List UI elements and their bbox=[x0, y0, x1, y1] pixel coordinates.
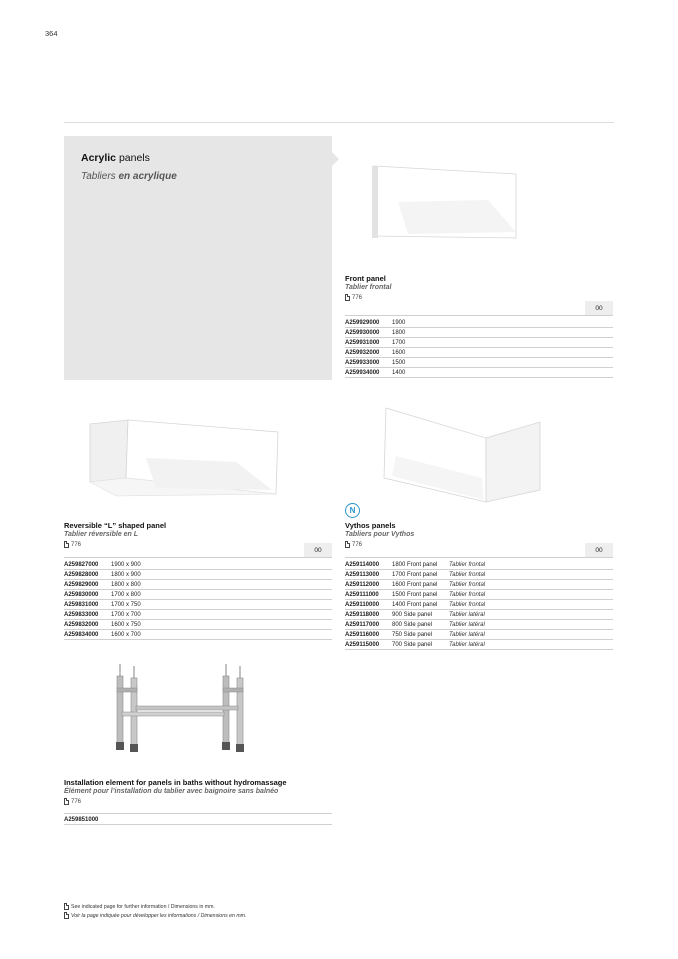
product-code: A259831000 bbox=[64, 601, 99, 608]
table-row bbox=[64, 600, 332, 610]
front-panel-subtitle: Tablier frontal bbox=[345, 284, 392, 291]
dimension: 1600 x 700 bbox=[111, 631, 141, 638]
description-fr: Tablier frontal bbox=[449, 561, 486, 568]
section-title bbox=[81, 152, 150, 164]
dimension: 1900 x 900 bbox=[111, 561, 141, 568]
document-icon bbox=[345, 541, 350, 548]
new-badge: N bbox=[345, 503, 360, 518]
front-panel-image bbox=[368, 160, 520, 242]
document-icon bbox=[64, 541, 69, 548]
section-subtitle bbox=[81, 171, 177, 182]
dimension: 1700 x 700 bbox=[111, 611, 141, 618]
table-row bbox=[64, 610, 332, 620]
installation-frame-image bbox=[108, 660, 256, 760]
dimension: 1500 bbox=[392, 359, 406, 366]
description: 900 Side panel bbox=[392, 611, 433, 618]
description: 800 Side panel bbox=[392, 621, 433, 628]
product-code: A259114000 bbox=[345, 561, 380, 568]
reversible-panel-title: Reversible “L” shaped panel bbox=[64, 521, 167, 530]
description: 750 Side panel bbox=[392, 631, 433, 638]
footnote-en-text: See indicated page for further information / Dimensions in mm. bbox=[71, 903, 215, 910]
vythos-panels-color-code: 00 bbox=[585, 543, 613, 557]
product-code: A259112000 bbox=[345, 581, 380, 588]
document-icon bbox=[64, 798, 69, 805]
dimension: 1900 bbox=[392, 319, 406, 326]
installation-table bbox=[64, 815, 332, 825]
description-fr: Tablier frontal bbox=[449, 591, 486, 598]
table-row bbox=[345, 600, 613, 610]
description: 1400 Front panel bbox=[392, 601, 438, 608]
table-row bbox=[345, 338, 613, 348]
product-code: A259833000 bbox=[64, 611, 99, 618]
description-fr: Tablier latéral bbox=[449, 611, 485, 618]
reversible-panel-image bbox=[86, 418, 282, 500]
product-code: A259830000 bbox=[64, 591, 99, 598]
section-subtitle-pre: Tabliers bbox=[81, 171, 119, 182]
product-code: A259116000 bbox=[345, 631, 380, 638]
dimension: 1600 x 750 bbox=[111, 621, 141, 628]
section-arrow bbox=[332, 152, 339, 166]
table-row bbox=[64, 580, 332, 590]
product-code: A259115000 bbox=[345, 641, 380, 648]
description-fr: Tablier frontal bbox=[449, 581, 486, 588]
table-row bbox=[345, 560, 613, 570]
table-row bbox=[345, 580, 613, 590]
product-code: A259930000 bbox=[345, 329, 380, 336]
reversible-panel-ref[interactable] bbox=[64, 541, 81, 548]
table-row bbox=[345, 620, 613, 630]
table-row bbox=[345, 318, 613, 328]
product-code: A259827000 bbox=[64, 561, 99, 568]
product-code: A259834000 bbox=[64, 631, 99, 638]
product-code: A259829000 bbox=[64, 581, 99, 588]
front-panel-color-code: 00 bbox=[585, 301, 613, 315]
document-icon bbox=[64, 903, 69, 910]
dimension: 1700 x 750 bbox=[111, 601, 141, 608]
installation-ref-page: 776 bbox=[71, 798, 82, 805]
product-code: A259117000 bbox=[345, 621, 380, 628]
dimension: 1800 x 800 bbox=[111, 581, 141, 588]
section-header bbox=[64, 136, 332, 380]
top-divider bbox=[64, 122, 614, 123]
product-code: A259851000 bbox=[64, 816, 99, 823]
product-code: A259931000 bbox=[345, 339, 380, 346]
table-row bbox=[345, 610, 613, 620]
product-code: A259933000 bbox=[345, 359, 380, 366]
table-row bbox=[345, 640, 613, 650]
description-fr: Tablier latéral bbox=[449, 641, 485, 648]
vythos-panels-ref-page: 776 bbox=[352, 541, 363, 548]
product-code: A259929000 bbox=[345, 319, 380, 326]
table-row bbox=[345, 358, 613, 368]
front-panel-table bbox=[345, 318, 613, 378]
vythos-panels-table bbox=[345, 560, 613, 650]
table-header-rule bbox=[64, 813, 332, 814]
document-icon bbox=[345, 294, 350, 301]
section-subtitle-bold: en acrylique bbox=[118, 171, 177, 182]
table-row bbox=[345, 630, 613, 640]
description: 1800 Front panel bbox=[392, 561, 438, 568]
vythos-panels-subtitle: Tabliers pour Vythos bbox=[345, 531, 415, 538]
product-code: A259111000 bbox=[345, 591, 379, 598]
description: 1600 Front panel bbox=[392, 581, 438, 588]
product-code: A259934000 bbox=[345, 369, 380, 376]
product-code: A259828000 bbox=[64, 571, 99, 578]
document-icon bbox=[64, 912, 69, 919]
table-row bbox=[64, 570, 332, 580]
table-row bbox=[64, 560, 332, 570]
dimension: 1800 bbox=[392, 329, 406, 336]
section-title-bold: Acrylic bbox=[81, 152, 117, 164]
page-number: 364 bbox=[45, 29, 58, 38]
front-panel-ref-page: 776 bbox=[352, 294, 363, 301]
description-fr: Tablier latéral bbox=[449, 621, 485, 628]
installation-ref[interactable] bbox=[64, 798, 81, 805]
table-row bbox=[64, 815, 332, 825]
reversible-panel-subtitle: Tablier réversible en L bbox=[64, 531, 139, 538]
dimension: 1800 x 900 bbox=[111, 571, 141, 578]
table-row bbox=[64, 620, 332, 630]
vythos-panels-title: Vythos panels bbox=[345, 521, 396, 530]
table-row bbox=[64, 590, 332, 600]
footnote-fr bbox=[64, 912, 246, 919]
installation-subtitle: Élément pour l’installation du tablier avec baignoire sans balnéo bbox=[64, 788, 279, 795]
description: 700 Side panel bbox=[392, 641, 433, 648]
reversible-panel-ref-page: 776 bbox=[71, 541, 82, 548]
product-code: A259832000 bbox=[64, 621, 99, 628]
reversible-panel-table bbox=[64, 560, 332, 640]
table-header-rule bbox=[345, 557, 613, 558]
table-row bbox=[345, 368, 613, 378]
reversible-panel-color-code: 00 bbox=[304, 543, 332, 557]
front-panel-ref[interactable] bbox=[345, 294, 362, 301]
product-code: A259113000 bbox=[345, 571, 380, 578]
vythos-panels-image bbox=[382, 404, 544, 504]
table-row bbox=[345, 590, 613, 600]
table-row bbox=[64, 630, 332, 640]
dimension: 1700 bbox=[392, 339, 406, 346]
footnote-fr-text: Voir la page indiquée pour développer les informations / Dimensions en mm. bbox=[71, 912, 247, 919]
product-code: A259118000 bbox=[345, 611, 380, 618]
product-code: A259110000 bbox=[345, 601, 380, 608]
description: 1700 Front panel bbox=[392, 571, 438, 578]
footnote-en bbox=[64, 903, 215, 910]
dimension: 1600 bbox=[392, 349, 406, 356]
table-row bbox=[345, 328, 613, 338]
table-header-rule bbox=[345, 315, 613, 316]
description-fr: Tablier latéral bbox=[449, 631, 485, 638]
front-panel-title: Front panel bbox=[345, 274, 386, 283]
description-fr: Tablier frontal bbox=[449, 601, 486, 608]
product-code: A259932000 bbox=[345, 349, 380, 356]
table-header-rule bbox=[64, 557, 332, 558]
description-fr: Tablier frontal bbox=[449, 571, 486, 578]
table-row bbox=[345, 348, 613, 358]
dimension: 1400 bbox=[392, 369, 406, 376]
installation-title: Installation element for panels in baths without hydromassage bbox=[64, 778, 287, 787]
vythos-panels-ref[interactable] bbox=[345, 541, 362, 548]
section-title-rest: panels bbox=[116, 152, 150, 164]
dimension: 1700 x 800 bbox=[111, 591, 141, 598]
description: 1500 Front panel bbox=[392, 591, 438, 598]
table-row bbox=[345, 570, 613, 580]
